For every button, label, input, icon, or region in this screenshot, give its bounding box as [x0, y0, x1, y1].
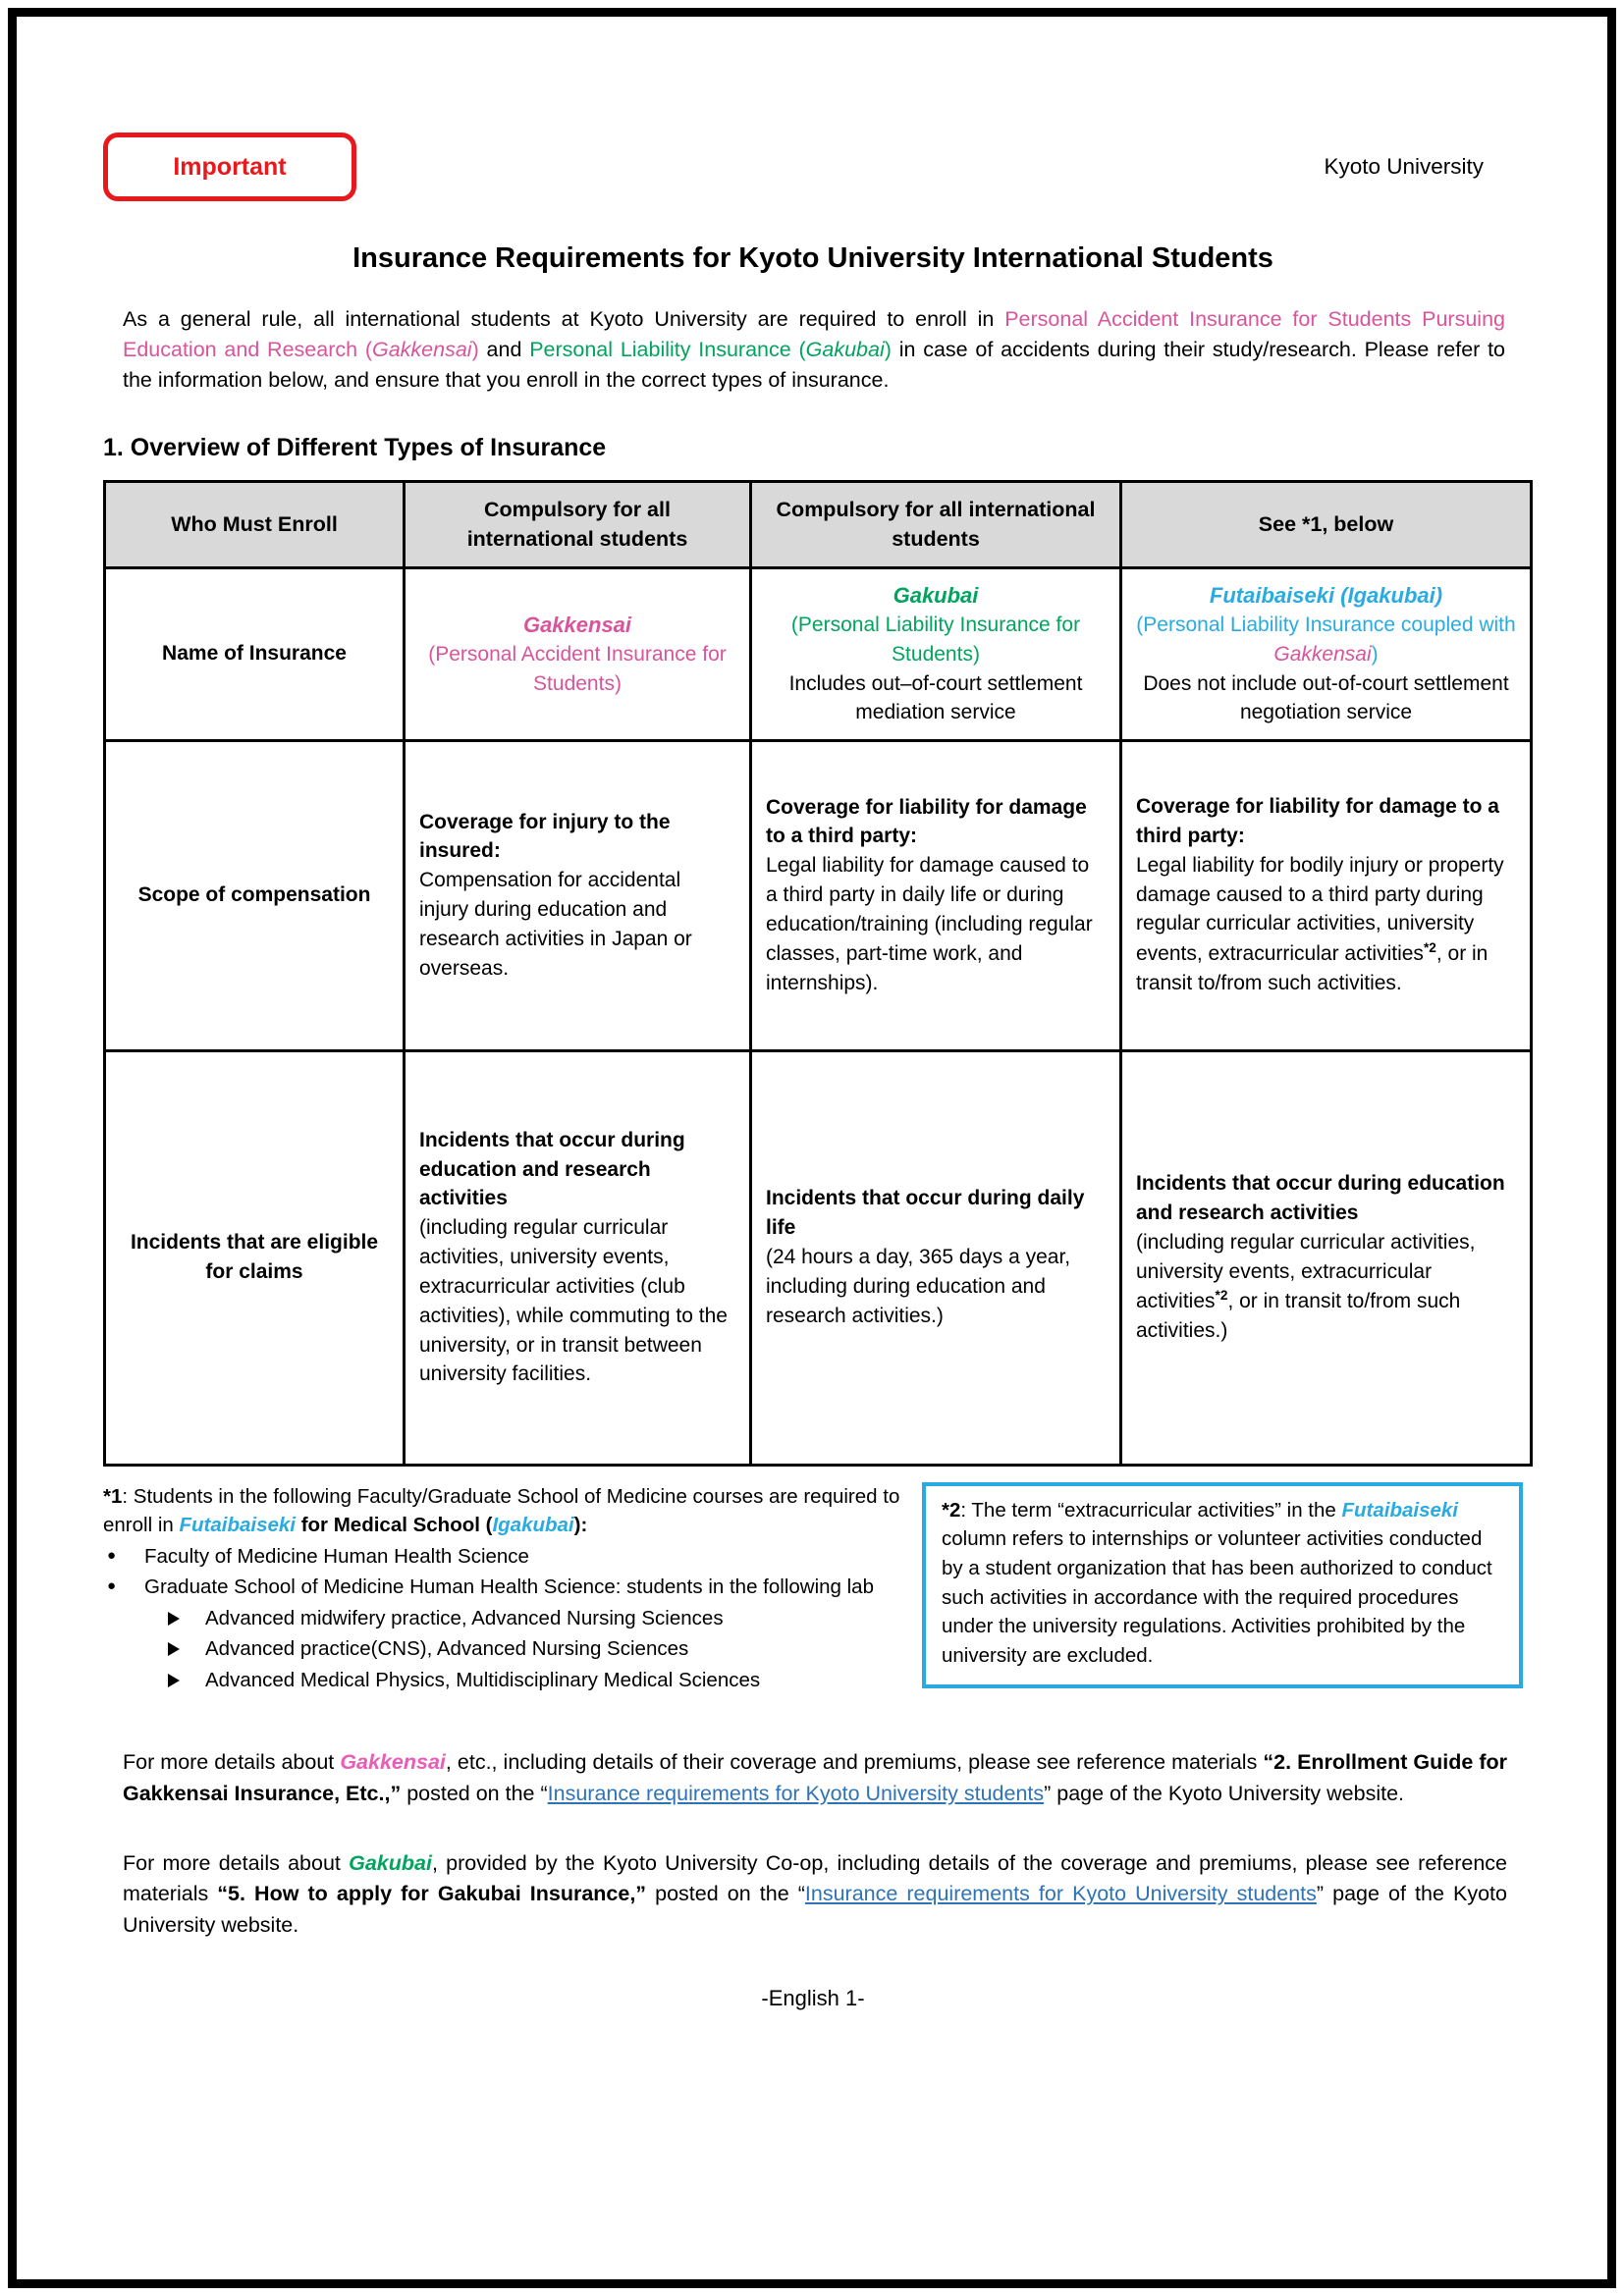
futaibaiseki-term: Futaibaiseki [179, 1514, 296, 1537]
row-label-incidents: Incidents that are eligible for claims [105, 1050, 405, 1465]
important-badge-label: Important [173, 152, 287, 181]
igakubai-term: Igakubai [492, 1514, 574, 1537]
row-label-name-of-insurance: Name of Insurance [105, 567, 405, 740]
cell-scope-futaibaiseki: Coverage for liability for damage to a third party: Legal liability for bodily injury or property damage caused to a third party during regular curricular activities, university events, extracurricular activities$^{*2}$, or in transit to/from such activities. [1121, 740, 1532, 1050]
gakkensai-title: Gakkensai [522, 612, 632, 637]
reference-material-5-label: “5. How to apply for Gakubai Insurance,” [217, 1882, 647, 1906]
cell-incidents-gakkensai: Incidents that occur during education and research activities (including regular curricular activities, university events, extracurricular activities (club activities), while commuting to the university, or in transit between university facilities. [405, 1050, 751, 1465]
list-item: Advanced midwifery practice, Advanced Nursing Sciences [168, 1604, 904, 1633]
cell-scope-gakubai: Coverage for liability for damage to a third party: Legal liability for damage caused to a third party in daily life or during education/training (including regular classes, part-time work, and internships). [751, 740, 1121, 1050]
gakkensai-description: (Personal Accident Insurance for Students) [428, 642, 727, 695]
footnote-2-marker: *2 [1423, 940, 1436, 956]
document-page [8, 8, 1616, 2288]
page-header [103, 133, 1523, 201]
futaibaiseki-term: Futaibaiseki [1341, 1498, 1458, 1522]
bullet-icon: ● [107, 1546, 117, 1564]
gakkensai-term: Gakkensai [340, 1750, 446, 1775]
gakubai-description: (Personal Liability Insurance for Students) [790, 614, 1081, 666]
cell-incidents-gakubai: Incidents that occur during daily life (24 hours a day, 365 days a year, including during education and research activities.) [751, 1050, 1121, 1465]
list-item: Advanced practice(CNS), Advanced Nursing Sciences [168, 1634, 904, 1664]
footnote-1-text: *1: Students in the following Faculty/Graduate School of Medicine courses are required to enroll in Futaibaiseki for Medical School (Igakubai): [103, 1484, 900, 1537]
intro-paragraph: As a general rule, all international students at Kyoto University are required to enroll in Personal Accident Insurance for Students Pursuing Education and Research (Gakkensai) and Personal Liability Insurance (Gakubai) in case of accidents during their study/research. Please refer to the information below, and ensure that you enroll in the correct types of insurance. [123, 307, 1506, 393]
header-cell-compulsory-2: Compulsory for all international students [751, 481, 1121, 567]
page-footer: -English 1- [761, 1986, 865, 2010]
table-row-name-of-insurance [105, 567, 1532, 740]
details-paragraph-gakubai: For more details about Gakubai, provided by the Kyoto University Co-op, including details of the coverage and premiums, please see reference materials “5. How to apply for Gakubai Insurance,” posted on the “Insurance requirements for Kyoto University students” page of the Kyoto University website. [123, 1850, 1507, 1937]
gakubai-note: Includes out–of-court settlement mediation service [788, 671, 1083, 724]
header-cell-compulsory-1: Compulsory for all international students [405, 481, 751, 567]
list-item: ● Faculty of Medicine Human Health Science [103, 1542, 904, 1572]
bullet-icon: ● [107, 1577, 117, 1595]
cell-futaibaiseki-name [1121, 567, 1532, 740]
cell-gakubai-name [751, 567, 1121, 740]
cell-incidents-futaibaiseki: Incidents that occur during education and research activities (including regular curricular activities, university events, extracurricular activities$^{*2}$, or in transit to/from such activities.) [1121, 1050, 1532, 1465]
gakubai-full-name: Personal Liability Insurance ( [529, 338, 806, 362]
arrowhead-bullet-icon [168, 1674, 191, 1687]
details-paragraph-gakkensai: For more details about Gakkensai, etc., including details of their coverage and premiums, please see reference materials “2. Enrollment Guide for Gakkensai Insurance, Etc.,” posted on the “Insurance requirements for Kyoto University students” page of the Kyoto University website. [123, 1750, 1508, 1805]
gakkensai-term: Gakkensai [372, 338, 472, 362]
insurance-requirements-link-1[interactable]: Insurance requirements for Kyoto University students [547, 1781, 1045, 1805]
row-label-scope: Scope of compensation [105, 740, 405, 1050]
footnote-2-marker: *2 [1215, 1288, 1228, 1304]
intro-text: As a general rule, all international students at Kyoto University are required to enroll in [123, 307, 1005, 331]
arrowhead-bullet-icon [168, 1642, 191, 1656]
header-cell-who-must-enroll: Who Must Enroll [105, 481, 405, 567]
header-cell-see-note: See *1, below [1121, 481, 1532, 567]
gakkensai-full-name: Personal Accident Insurance for Students Pursuing Education and Research ( [123, 307, 1505, 362]
table-header-row [105, 481, 1532, 567]
insurance-requirements-link-2[interactable]: Insurance requirements for Kyoto University students [804, 1882, 1317, 1906]
futaibaiseki-title: Futaibaiseki (Igakubai) [1209, 582, 1443, 608]
footnotes-section [103, 1482, 1523, 1695]
table-row-incidents [105, 1050, 1532, 1465]
gakubai-term: Gakubai [805, 338, 885, 362]
footnote-1 [103, 1482, 922, 1695]
list-item: Advanced Medical Physics, Multidisciplinary Medical Sciences [168, 1666, 904, 1695]
list-item: ● Graduate School of Medicine Human Health Science: students in the following lab [103, 1573, 904, 1602]
section-1-heading: 1. Overview of Different Types of Insurance [103, 433, 607, 461]
futaibaiseki-description: (Personal Liability Insurance coupled with Gakkensai) [1136, 614, 1516, 666]
arrowhead-bullet-icon [168, 1612, 191, 1626]
organization-name: Kyoto University [1324, 154, 1484, 179]
footnote-2-box: *2: The term “extracurricular activities” in the Futaibaiseki column refers to internships or volunteer activities conducted by a student organization that has been authorized to conduct such activities in accordance with the required procedures under the university regulations. Activities prohibited by the university are excluded. [922, 1482, 1523, 1688]
futaibaiseki-note: Does not include out-of-court settlement negotiation service [1143, 671, 1509, 724]
table-row-scope [105, 740, 1532, 1050]
gakubai-term: Gakubai [349, 1850, 432, 1875]
cell-gakkensai-name [405, 567, 751, 740]
insurance-overview-table [103, 480, 1533, 1467]
important-badge [103, 133, 356, 201]
page-title: Insurance Requirements for Kyoto University International Students [352, 242, 1273, 274]
reference-material-2-label: “2. Enrollment Guide for Gakkensai Insurance, Etc.,” [123, 1750, 1508, 1805]
cell-scope-gakkensai: Coverage for injury to the insured: Compensation for accidental injury during education and research activities in Japan or overseas. [405, 740, 751, 1050]
gakubai-title: Gakubai [893, 582, 979, 608]
